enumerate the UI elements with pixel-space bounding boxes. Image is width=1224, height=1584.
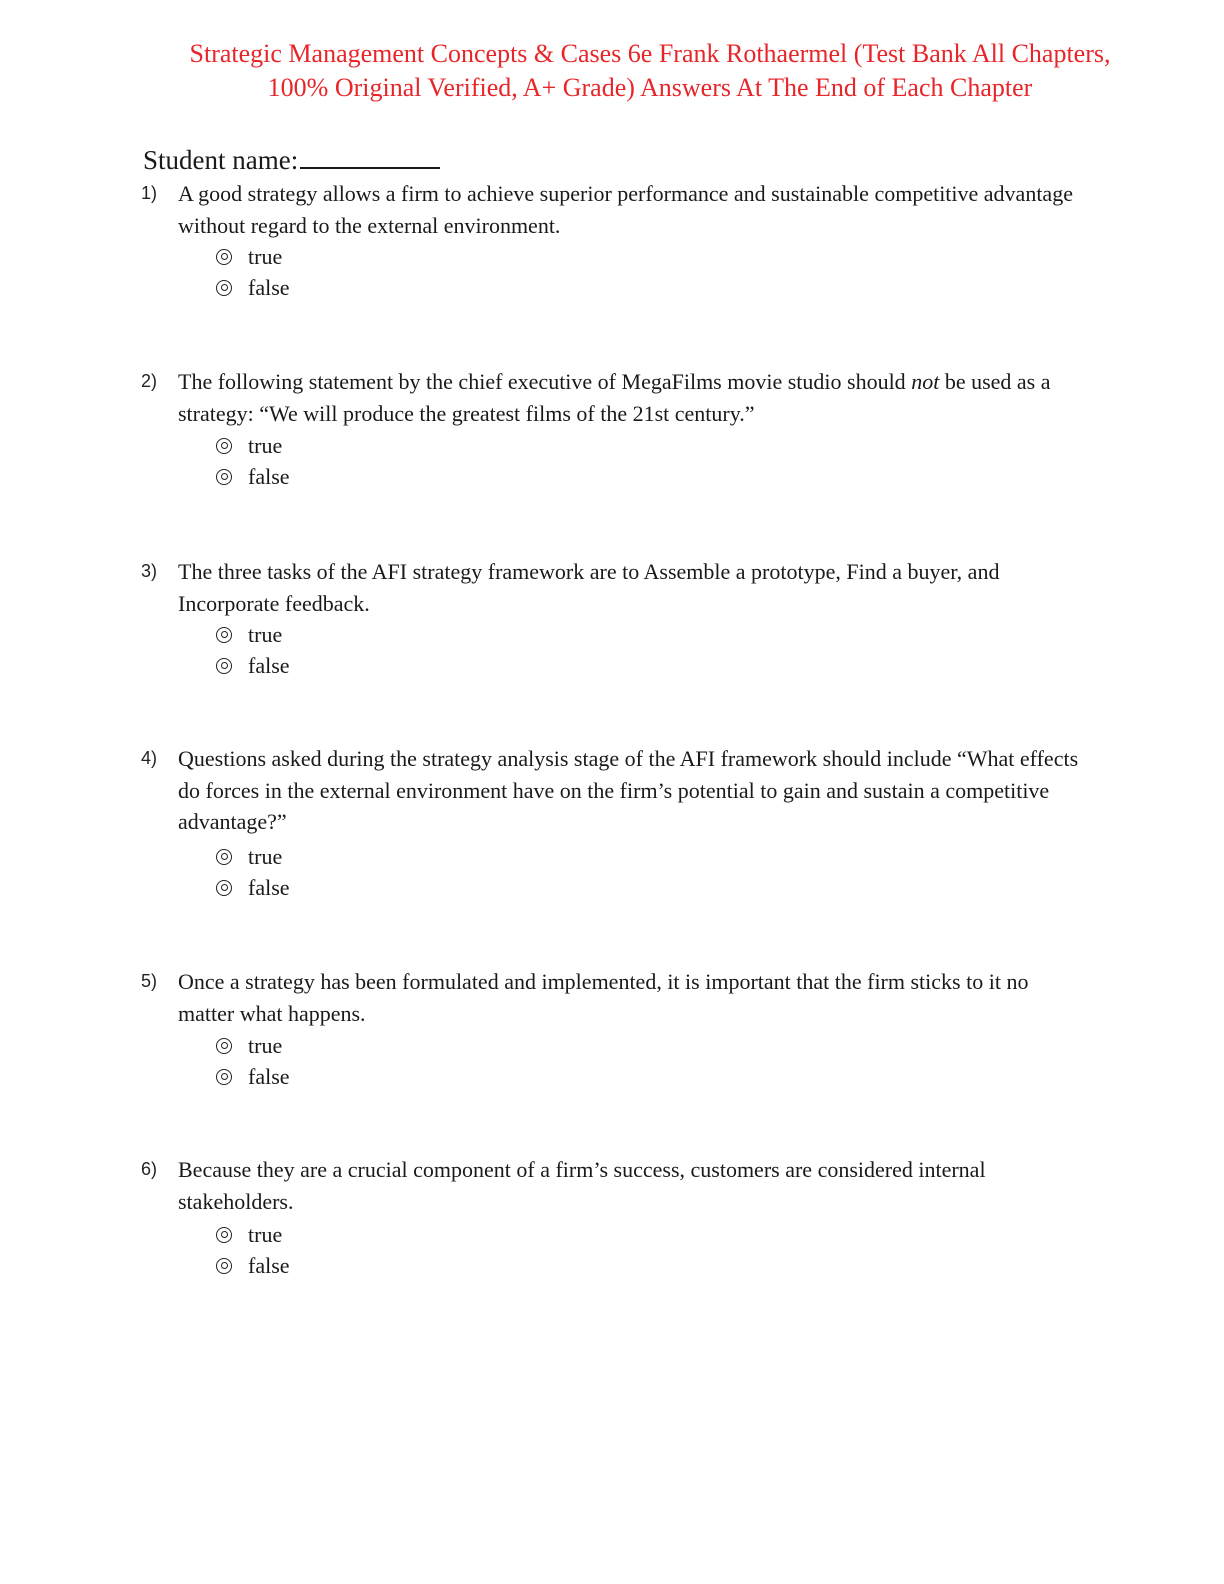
option-label: false bbox=[248, 275, 290, 300]
option-label: false bbox=[248, 875, 290, 900]
option-false[interactable] bbox=[216, 1250, 290, 1281]
radio-icon[interactable] bbox=[216, 1227, 232, 1243]
question-text: A good strategy allows a firm to achieve superior performance and sustainable competitive advantage without regard to the external environment. bbox=[178, 181, 1073, 238]
question-number: 5) bbox=[141, 971, 158, 991]
option-label: true bbox=[248, 433, 283, 458]
radio-icon[interactable] bbox=[216, 1038, 232, 1054]
option-true[interactable] bbox=[216, 1030, 282, 1061]
radio-icon[interactable] bbox=[216, 880, 232, 896]
question-number: 4) bbox=[141, 748, 158, 768]
question-number: 6) bbox=[141, 1159, 158, 1179]
question-text: Questions asked during the strategy analysis stage of the AFI framework should include “What effects do forces in the external environment have on the firm’s potential to gain and sustain a competitive advantage?” bbox=[178, 746, 1079, 834]
document-title-line-1: Strategic Management Concepts & Cases 6e Frank Rothaermel (Test Bank All Chapters, bbox=[189, 39, 1111, 68]
option-label: true bbox=[248, 1222, 283, 1247]
student-name-blank[interactable] bbox=[300, 143, 440, 169]
radio-icon[interactable] bbox=[216, 627, 232, 643]
option-false[interactable] bbox=[216, 872, 290, 903]
student-name-row bbox=[143, 143, 440, 177]
question-number: 1) bbox=[141, 183, 158, 203]
option-label: false bbox=[248, 653, 290, 678]
question-text: Because they are a crucial component of a firm’s success, customers are considered internal stakeholders. bbox=[178, 1157, 986, 1214]
option-true[interactable] bbox=[216, 619, 282, 650]
option-label: false bbox=[248, 464, 290, 489]
option-true[interactable] bbox=[216, 241, 282, 272]
question-number: 2) bbox=[141, 371, 158, 391]
radio-icon[interactable] bbox=[216, 1069, 232, 1085]
option-true[interactable] bbox=[216, 1219, 282, 1250]
option-label: true bbox=[248, 622, 283, 647]
option-false[interactable] bbox=[216, 1061, 290, 1092]
question-number: 3) bbox=[141, 561, 158, 581]
radio-icon[interactable] bbox=[216, 1258, 232, 1274]
radio-icon[interactable] bbox=[216, 438, 232, 454]
option-false[interactable] bbox=[216, 650, 290, 681]
option-label: true bbox=[248, 244, 283, 269]
radio-icon[interactable] bbox=[216, 658, 232, 674]
question-text bbox=[178, 366, 1088, 429]
question-text-part: The following statement by the chief executive of MegaFilms movie studio should bbox=[178, 369, 912, 394]
question-text: Once a strategy has been formulated and implemented, it is important that the firm sticks to it no matter what happens. bbox=[178, 969, 1029, 1026]
option-false[interactable] bbox=[216, 272, 290, 303]
question-text-part: be used as a strategy: “We will produce the greatest films of the 21st century.” bbox=[178, 369, 1051, 426]
question-text-emphasis: not bbox=[911, 369, 940, 394]
option-true[interactable] bbox=[216, 430, 282, 461]
option-label: true bbox=[248, 1033, 283, 1058]
option-label: true bbox=[248, 844, 283, 869]
radio-icon[interactable] bbox=[216, 469, 232, 485]
radio-icon[interactable] bbox=[216, 280, 232, 296]
radio-icon[interactable] bbox=[216, 249, 232, 265]
option-label: false bbox=[248, 1064, 290, 1089]
option-label: false bbox=[248, 1253, 290, 1278]
document-title-line-2: 100% Original Verified, A+ Grade) Answers At The End of Each Chapter bbox=[267, 73, 1033, 102]
option-true[interactable] bbox=[216, 841, 282, 872]
question-text: The three tasks of the AFI strategy framework are to Assemble a prototype, Find a buyer, and Incorporate feedback. bbox=[178, 559, 1000, 616]
option-false[interactable] bbox=[216, 461, 290, 492]
radio-icon[interactable] bbox=[216, 849, 232, 865]
student-name-label: Student name: bbox=[143, 145, 299, 175]
